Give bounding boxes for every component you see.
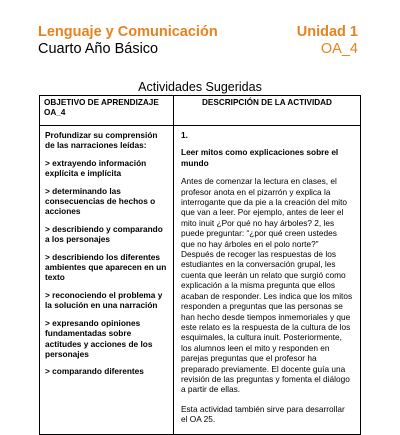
subject-title: Lenguaje y Comunicación (38, 24, 218, 40)
activity-title: Leer mitos como explicaciones sobre el mundo (181, 147, 339, 168)
oa-label: OA_4 (320, 41, 358, 57)
objective-item: > describiendo y comparando a los personajes (45, 223, 163, 245)
page-title: Actividades Sugeridas (138, 80, 262, 94)
description-header: DESCRIPCIÓN DE LA ACTIVIDAD (174, 96, 361, 126)
activity-paragraph: Antes de comenzar la lectura en clases, el profesor anota en el pizarrón y explica la interrogante que da pie a la creación del mito que van a leer. Por ejemplo, antes de leer el mito inuit ¿Por qué no hay árboles? 2, les puede preguntar: “¿por qué creen ustedes que no hay árboles en el polo norte?” Después de recoger las respuestas de los estudiantes en la conversación grupal, les cuenta que leerán un relato que surgió como explicación a la misma pregunta que ellos acaban de responder. Les indica que los mitos responden a preguntas que las personas se han hecho desde tiempos inmemoriales y que este relato es la respuesta de la cultura de los esquimales, la cultura inuit. Posteriormente, los alumnos leen el mito y responden en parejas preguntas que el profesor ha preparado previamente. El docente guía una revisión de las preguntas y fomenta el diálogo a partir de ellas. (181, 176, 353, 395)
document-header-left (38, 24, 218, 58)
grade-title: Cuarto Año Básico (38, 41, 159, 57)
document-header-right (297, 24, 358, 58)
activity-description-cell (174, 126, 361, 435)
objective-item: > determinando las consecuencias de hechos o acciones (45, 185, 156, 217)
objective-item: > reconociendo el problema y la solución en una narración (45, 289, 163, 311)
objective-item: > comparando diferentes (45, 366, 144, 377)
objective-intro: Profundizar su comprensión de las narraciones leídas: (45, 130, 158, 151)
objective-item: > describiendo los diferentes ambientes que aparecen en un texto (45, 251, 167, 283)
activities-table (39, 95, 361, 435)
table-header-row (40, 96, 361, 126)
objectives-cell (40, 126, 174, 435)
activity-note: Esta actividad también sirve para desarrollar el OA 25. (181, 403, 345, 425)
unit-label: Unidad 1 (296, 24, 358, 40)
objective-header: OBJETIVO DE APRENDIZAJE OA_4 (40, 96, 174, 126)
table-row (40, 126, 361, 435)
activity-number: 1. (181, 130, 188, 140)
objective-item: > extrayendo información explícita e implícita (45, 157, 147, 179)
objective-item: > expresando opiniones fundamentadas sobre actitudes y acciones de los personajes (45, 317, 153, 359)
